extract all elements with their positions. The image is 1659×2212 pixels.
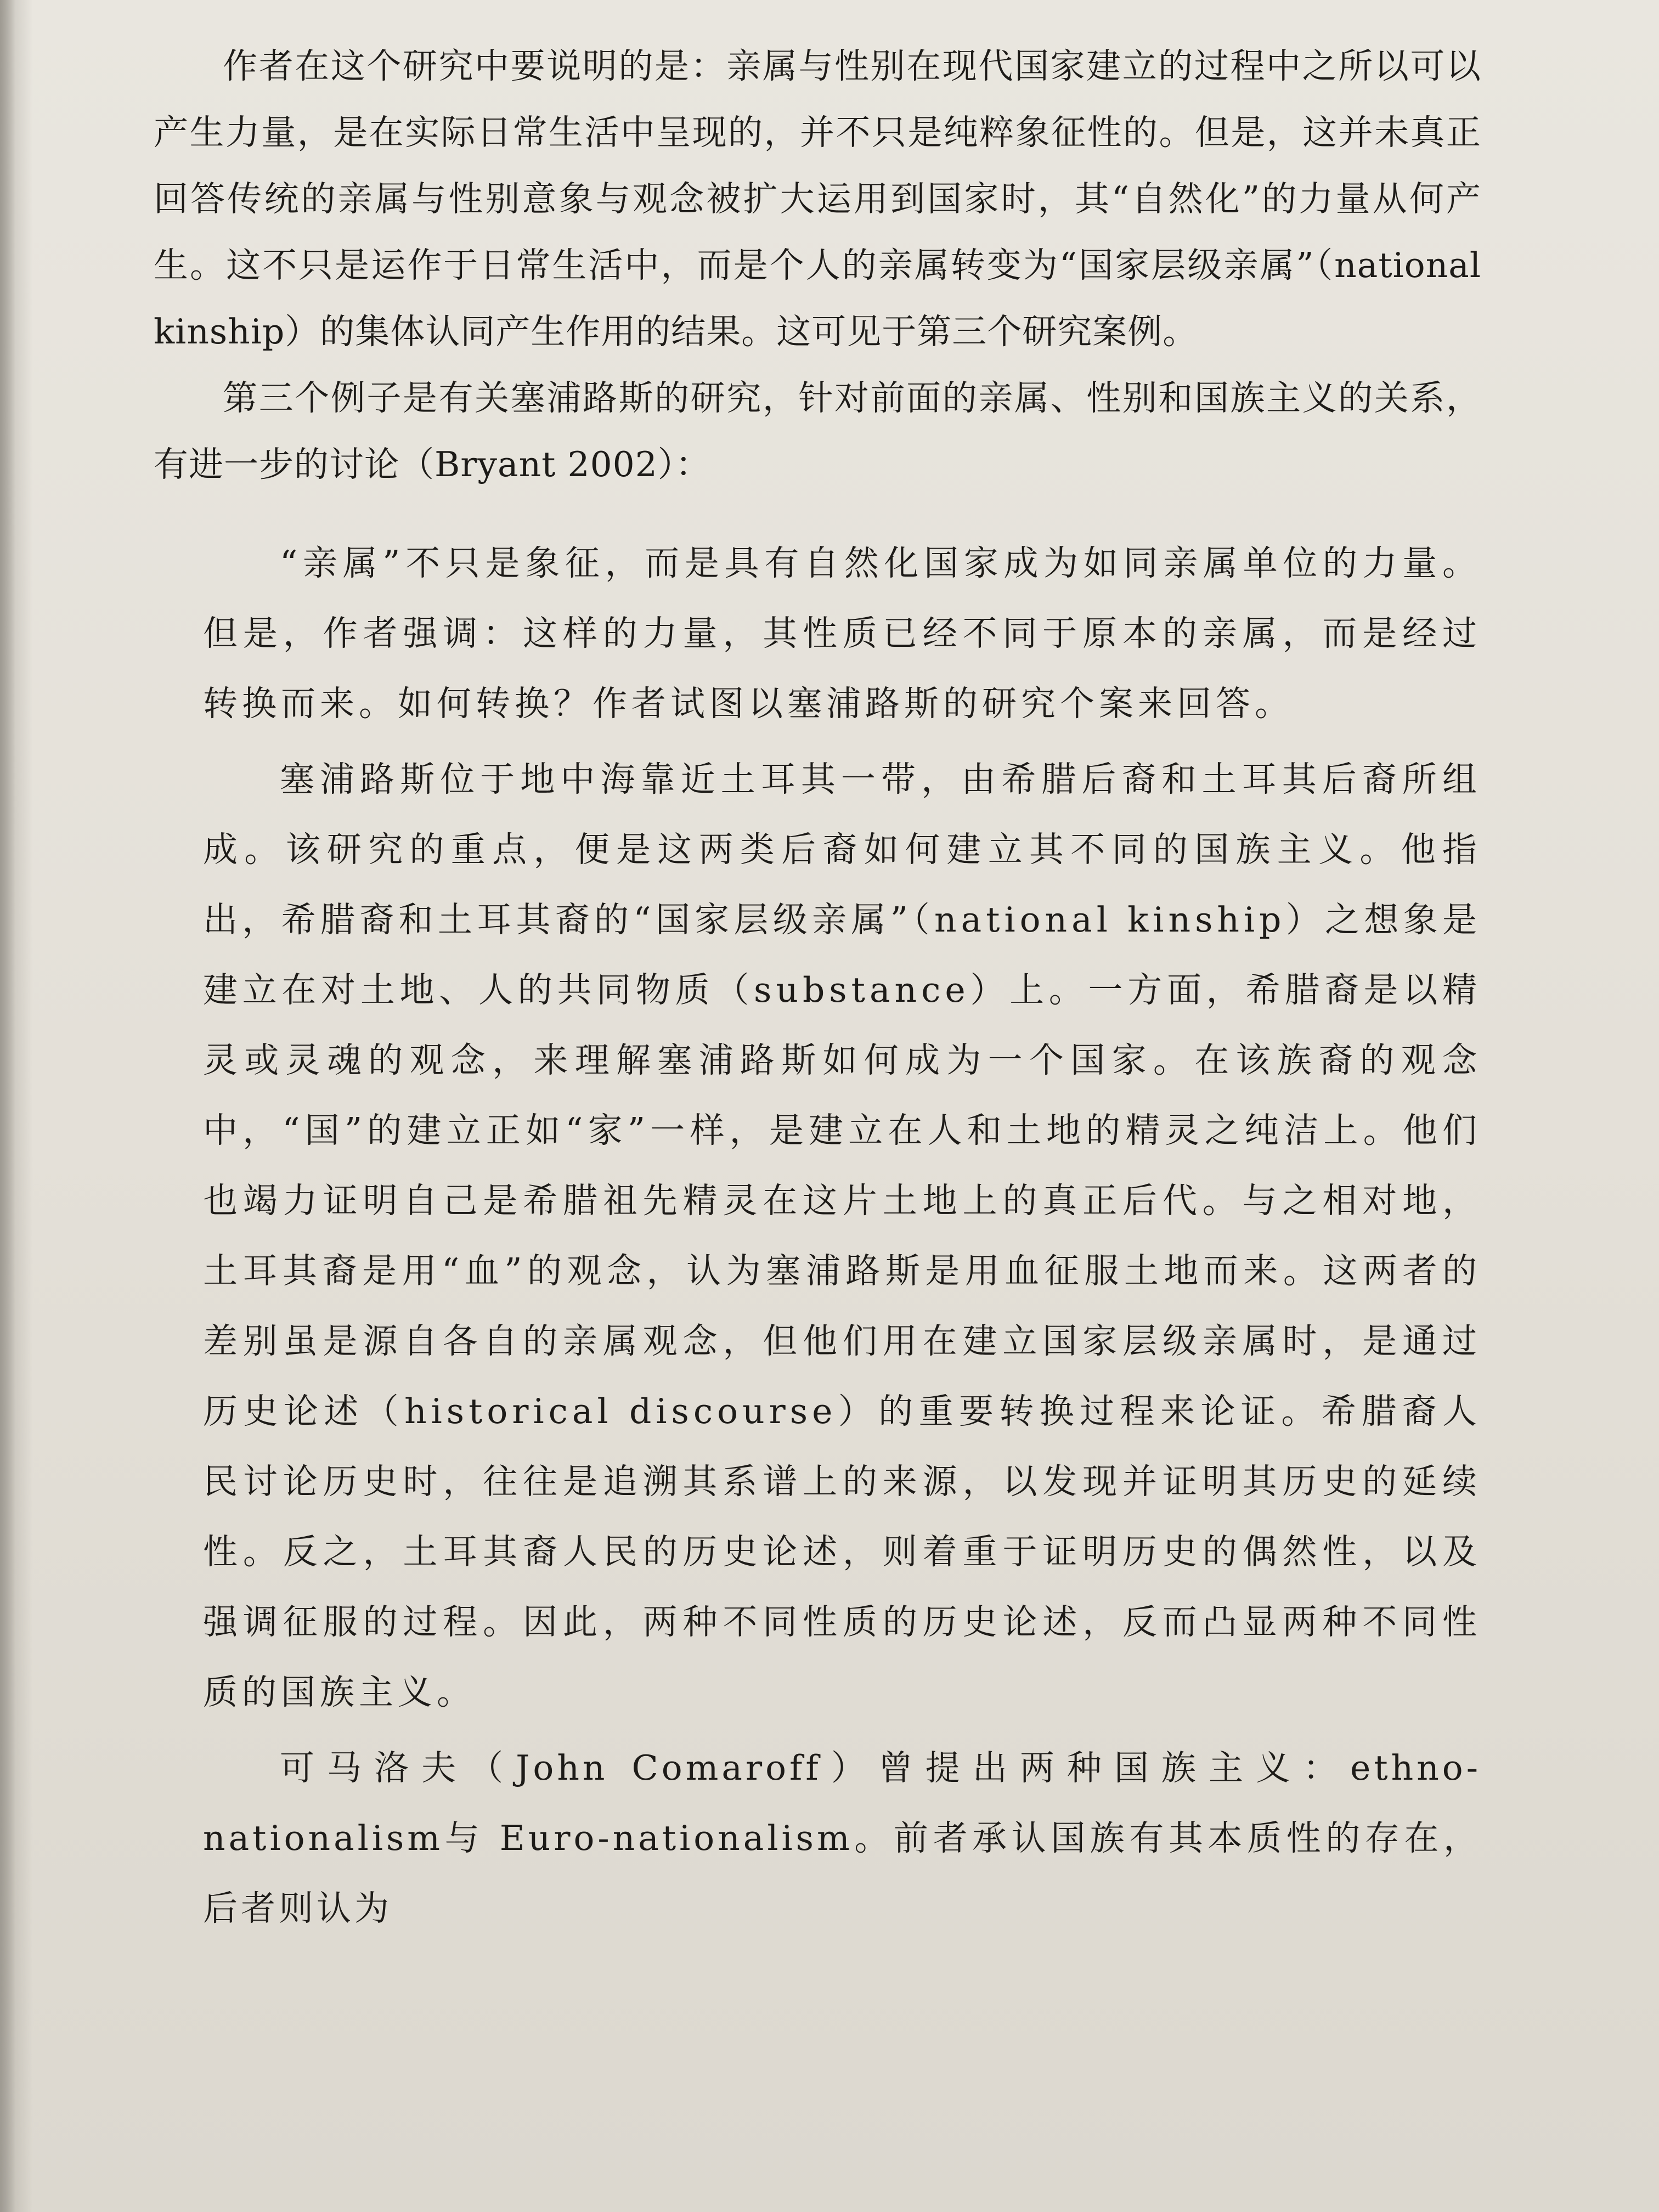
body-text <box>154 33 1481 1949</box>
quote-paragraph-2: 塞浦路斯位于地中海靠近土耳其一带，由希腊后裔和土耳其后裔所组成。该研究的重点，便是这两类后裔如何建立其不同的国族主义。他指出，希腊裔和土耳其裔的“国家层级亲属”（national kinship）之想象是建立在对土地、人的共同物质（substance）上。一方面，希腊裔是以精灵或灵魂的观念，来理解塞浦路斯如何成为一个国家。在该族裔的观念中，“国”的建立正如“家”一样，是建立在人和土地的精灵之纯洁上。他们也竭力证明自己是希腊祖先精灵在这片土地上的真正后代。与之相对地，土耳其裔是用“血”的观念，认为塞浦路斯是用血征服土地而来。这两者的差别虽是源自各自的亲属观念，但他们用在建立国家层级亲属时，是通过历史论述（historical discourse）的重要转换过程来论证。希腊裔人民讨论历史时，往往是追溯其系谱上的来源，以发现并证明其历史的延续性。反之，土耳其裔人民的历史论述，则着重于证明历史的偶然性，以及强调征服的过程。因此，两种不同性质的历史论述，反而凸显两种不同性质的国族主义。 <box>203 759 1481 1712</box>
paragraph-1: 作者在这个研究中要说明的是：亲属与性别在现代国家建立的过程中之所以可以产生力量，是在实际日常生活中呈现的，并不只是纯粹象征性的。但是，这并未真正回答传统的亲属与性别意象与观念被扩大运用到国家时，其“自然化”的力量从何产生。这不只是运作于日常生活中，而是个人的亲属转变为“国家层级亲属”（national kinship）的集体认同产生作用的结果。这可见于第三个研究案例。 <box>154 46 1481 352</box>
quote-paragraph-3: 可马洛夫（John Comaroff）曾提出两种国族主义：ethno-nationalism与 Euro-nationalism。前者承认国族有其本质性的存在，后者则认为 <box>203 1748 1481 1928</box>
paragraph-2: 第三个例子是有关塞浦路斯的研究，针对前面的亲属、性别和国族主义的关系，有进一步的讨论（Bryant 2002）： <box>154 378 1481 484</box>
quote-paragraph-1: “亲属”不只是象征，而是具有自然化国家成为如同亲属单位的力量。但是，作者强调：这样的力量，其性质已经不同于原本的亲属，而是经过转换而来。如何转换？作者试图以塞浦路斯的研究个案来回答。 <box>203 543 1481 724</box>
page-spine-shadow <box>0 0 15 2212</box>
